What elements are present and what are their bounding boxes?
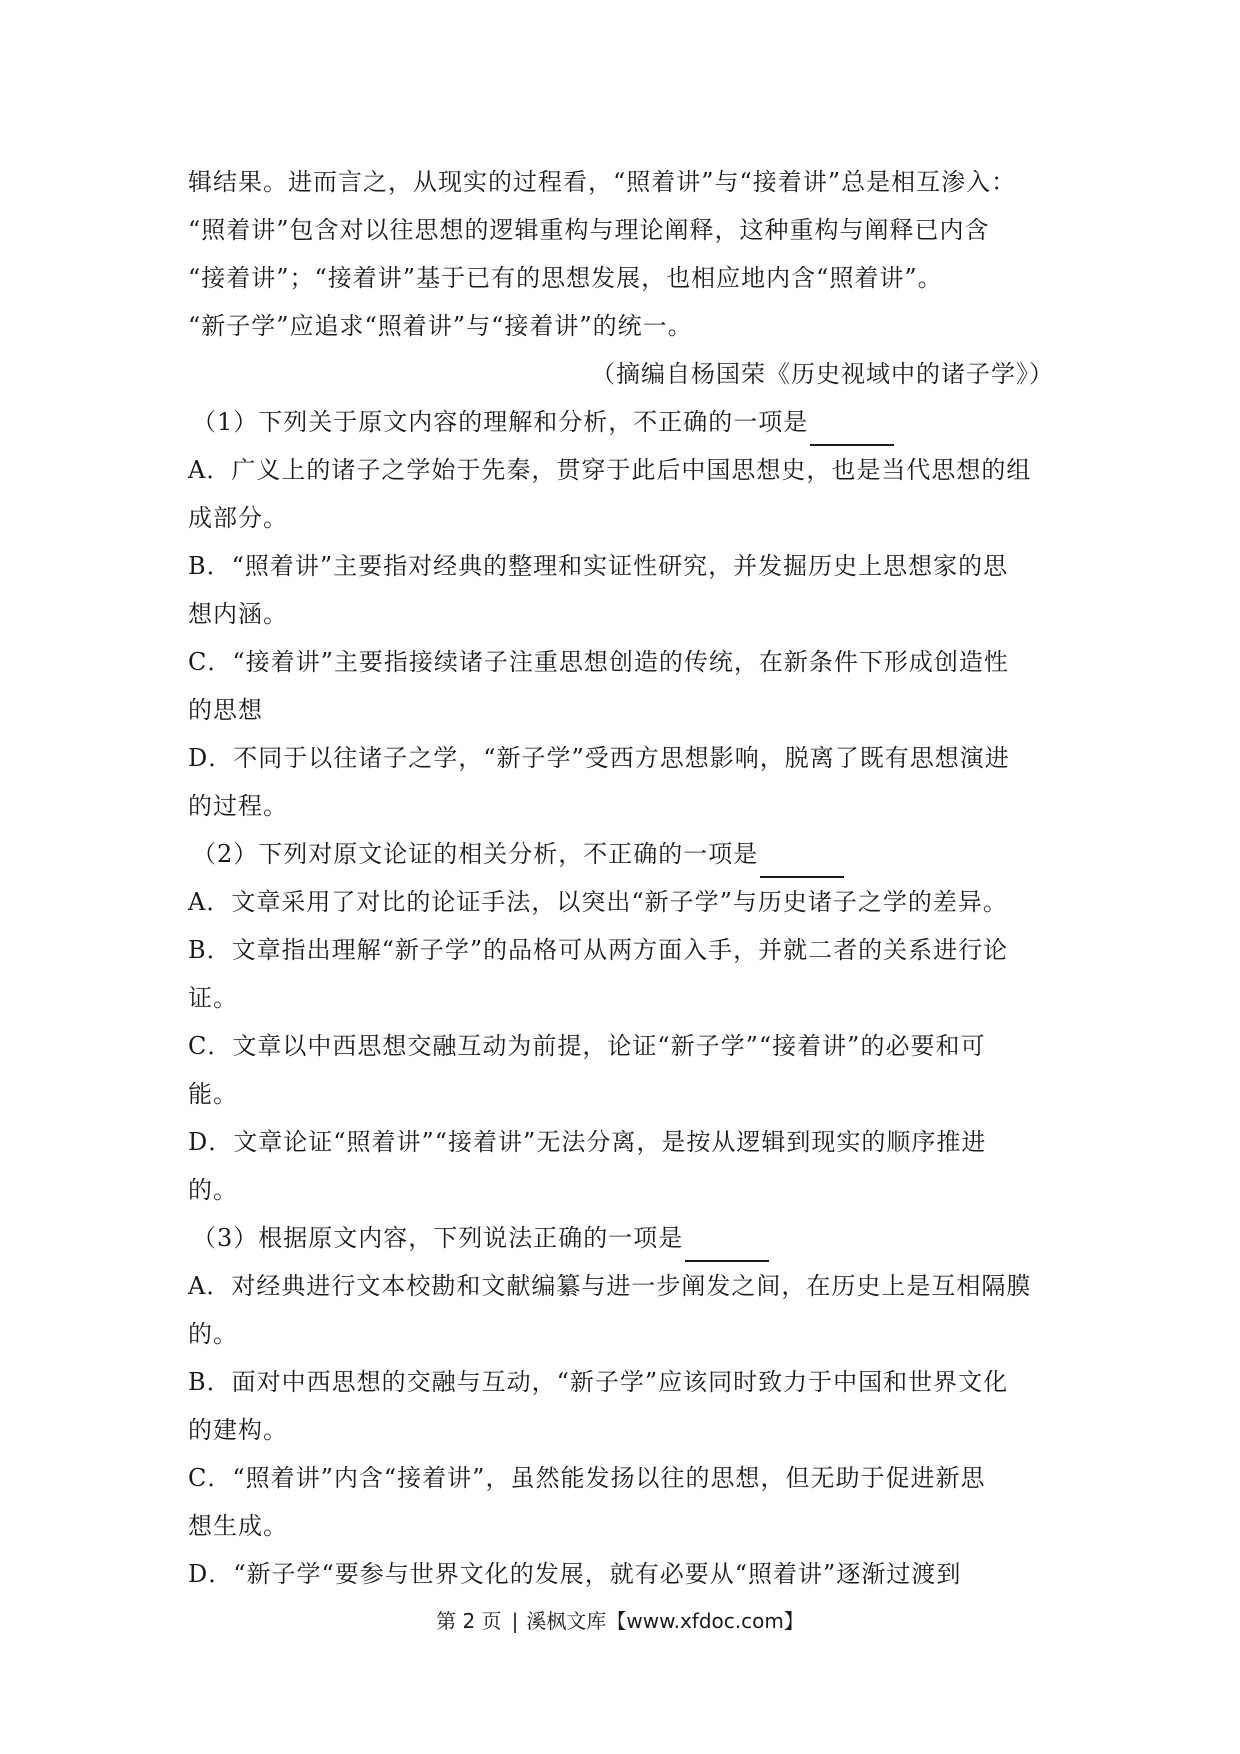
question-1-stem bbox=[188, 398, 1058, 446]
footer-site: 溪枫文库【www.xfdoc.com】 bbox=[526, 1609, 804, 1633]
page-footer bbox=[0, 1605, 1240, 1634]
answer-blank bbox=[685, 1232, 769, 1262]
q3-option-b-line-1: B．面对中西思想的交融与互动，“新子学”应该同时致力于中国和世界文化 bbox=[188, 1368, 1009, 1396]
q2-option-d-line-1: D．文章论证“照着讲”“接着讲”无法分离，是按从逻辑到现实的顺序推进 bbox=[188, 1128, 987, 1156]
question-3-stem bbox=[188, 1214, 1058, 1262]
question-stem-text: （1）下列关于原文内容的理解和分析，不正确的一项是 bbox=[192, 408, 809, 436]
passage-line: “照着讲”包含对以往思想的逻辑重构与理论阐释，这种重构与阐释已内含 bbox=[188, 216, 990, 244]
q1-option-c-line-1: C．“接着讲”主要指接续诸子注重思想创造的传统，在新条件下形成创造性 bbox=[188, 648, 1009, 676]
question-stem-text: （3）根据原文内容，下列说法正确的一项是 bbox=[192, 1224, 684, 1252]
q2-option-c-line-2: 能。 bbox=[188, 1080, 238, 1108]
q3-option-b-line-2: 的建构。 bbox=[188, 1416, 288, 1444]
q3-option-a-line-1: A．对经典进行文本校勘和文献编纂与进一步阐发之间，在历史上是互相隔膜 bbox=[188, 1272, 1032, 1300]
page-number: 第 2 页 bbox=[436, 1609, 502, 1633]
q1-option-d-line-1: D．不同于以往诸子之学，“新子学”受西方思想影响，脱离了既有思想演进 bbox=[188, 744, 1010, 772]
q1-option-b-line-1: B．“照着讲”主要指对经典的整理和实证性研究，并发掘历史上思想家的思 bbox=[188, 552, 1009, 580]
q1-option-a-line-2: 成部分。 bbox=[188, 504, 288, 532]
q2-option-d-line-2: 的。 bbox=[188, 1176, 238, 1204]
passage-line: “接着讲”；“接着讲”基于已有的思想发展，也相应地内含“照着讲”。 bbox=[188, 264, 943, 292]
q3-option-c-line-2: 想生成。 bbox=[188, 1512, 288, 1540]
q3-option-c-line-1: C．“照着讲”内含“接着讲”，虽然能发扬以往的思想，但无助于促进新思 bbox=[188, 1464, 986, 1492]
q2-option-b-line-2: 证。 bbox=[188, 984, 238, 1012]
q1-option-b-line-2: 想内涵。 bbox=[188, 600, 288, 628]
answer-blank bbox=[810, 416, 894, 446]
q3-option-d-line-1: D．“新子学“要参与世界文化的发展，就有必要从“照着讲”逐渐过渡到 bbox=[188, 1560, 962, 1588]
passage-line: “新子学”应追求“照着讲”与“接着讲”的统一。 bbox=[188, 312, 693, 340]
q1-option-d-line-2: 的过程。 bbox=[188, 792, 288, 820]
q2-option-a-line-1: A．文章采用了对比的论证手法，以突出“新子学”与历史诸子之学的差异。 bbox=[188, 888, 1008, 916]
q3-option-a-line-2: 的。 bbox=[188, 1320, 238, 1348]
q2-option-b-line-1: B．文章指出理解“新子学”的品格可从两方面入手，并就二者的关系进行论 bbox=[188, 936, 1009, 964]
footer-separator: | bbox=[511, 1609, 519, 1633]
q2-option-c-line-1: C．文章以中西思想交融互动为前提，论证“新子学”“接着讲”的必要和可 bbox=[188, 1032, 986, 1060]
passage-source: （摘编自杨国荣《历史视域中的诸子学》） bbox=[591, 360, 1054, 388]
q1-option-c-line-2: 的思想 bbox=[188, 696, 263, 724]
passage-line: 辑结果。进而言之，从现实的过程看，“照着讲”与“接着讲”总是相互渗入： bbox=[188, 168, 1017, 196]
answer-blank bbox=[760, 848, 844, 878]
question-stem-text: （2）下列对原文论证的相关分析，不正确的一项是 bbox=[192, 840, 759, 868]
document-body bbox=[188, 158, 1058, 1598]
q1-option-a-line-1: A．广义上的诸子之学始于先秦，贯穿于此后中国思想史，也是当代思想的组 bbox=[188, 456, 1032, 484]
question-2-stem bbox=[188, 830, 1058, 878]
